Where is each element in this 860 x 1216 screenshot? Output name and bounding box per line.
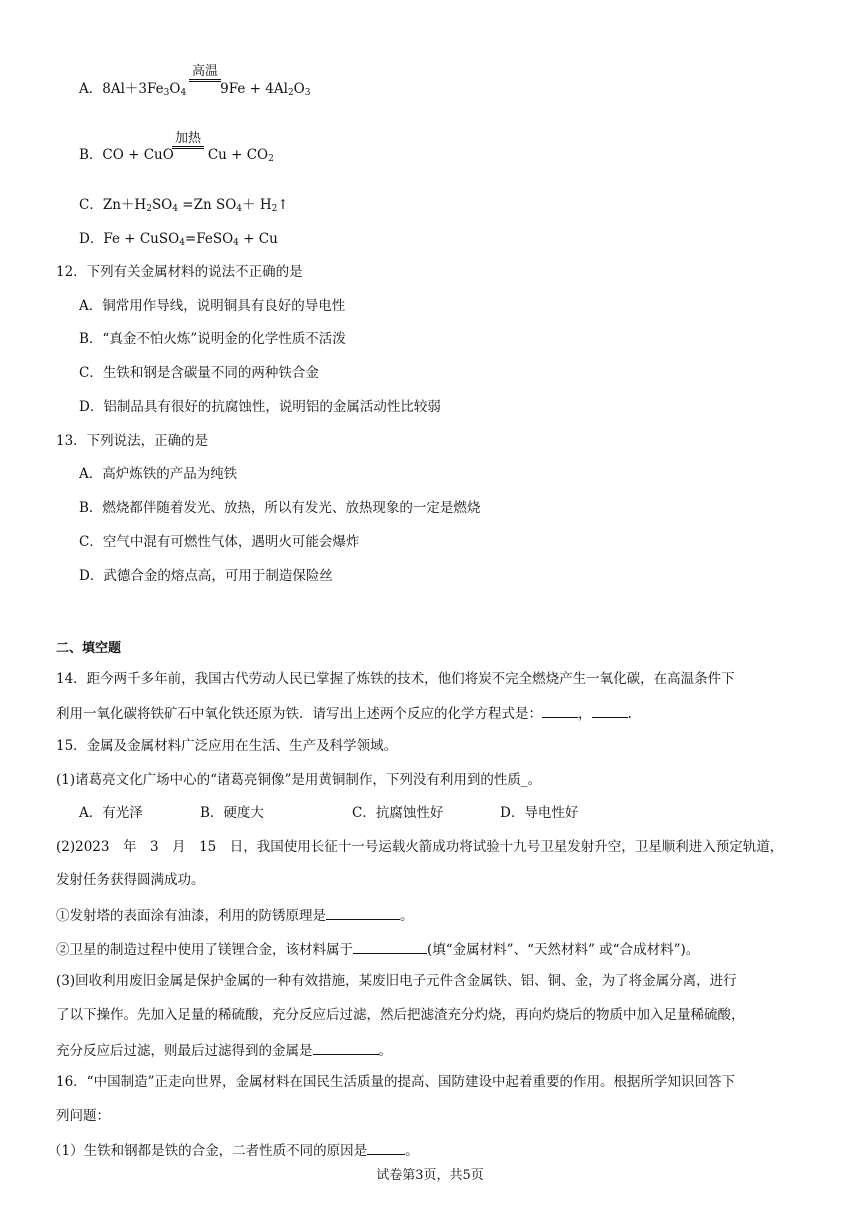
q13-option-c: C．空气中混有可燃性气体，遇明火可能会爆炸 — [79, 534, 360, 550]
q12-stem: 12．下列有关金属材料的说法不正确的是 — [56, 264, 303, 280]
page-footer: 试卷第3页，共5页 — [376, 1168, 484, 1183]
q15-part-3-line-3: 充分反应后过滤，则最后过滤得到的金属是 。 — [56, 1040, 392, 1060]
q16-part-1: （1）生铁和钢都是铁的合金，二者性质不同的原因是 。 — [48, 1140, 419, 1160]
q16-line-2: 列问题： — [56, 1108, 110, 1124]
q15-p1-option-b: B．硬度大 — [200, 805, 264, 821]
q13-option-d: D．武德合金的熔点高，可用于制造保险丝 — [79, 568, 333, 584]
q15-part-3-line-1: (3)回收利用废旧金属是保护金属的一种有效措施，某废旧电子元件含金属铁、铝、铜、金，为了将金属分离，进行 — [56, 973, 737, 989]
q11-option-c: C．$Zn+H_2SO_4 =Zn$ $SO_4+$ $H_2↑$ — [79, 197, 289, 214]
q15-part-2-line-1: (2)2023 年 3 月 15 日，我国使用长征十一号运载火箭成功将试验十九号卫星发射升空，卫星顺利进入预定轨道， — [56, 839, 784, 855]
q12-option-d: D．铝制品具有很好的抗腐蚀性，说明铝的金属活动性比较弱 — [79, 399, 441, 415]
q11-option-b: B．CO + CuO $Cu + CO_2$ — [79, 147, 274, 164]
answer-blank[interactable] — [313, 1040, 379, 1055]
q14-line-2: 利用一氧化碳将铁矿石中氧化铁还原为铁．请写出上述两个反应的化学方程式是： ， . — [56, 703, 632, 723]
q12-option-a: A．铜常用作导线，说明铜具有良好的导电性 — [79, 298, 346, 314]
answer-blank[interactable] — [353, 939, 427, 954]
q15-stem: 15．金属及金属材料广泛应用在生活、生产及科学领域。 — [56, 738, 398, 754]
q12-option-b: B．“真金不怕火炼”说明金的化学性质不活泼 — [79, 331, 346, 347]
answer-blank[interactable] — [326, 905, 400, 920]
answer-blank[interactable] — [592, 703, 628, 718]
q15-part-2-b: ②卫星的制造过程中使用了镁锂合金，该材料属于 (填“金属材料”、“天然材料” 或“合成材料”)。 — [56, 939, 699, 959]
q15-p1-option-d: D．导电性好 — [500, 805, 579, 821]
q15-part-2-line-2: 发射任务获得圆满成功。 — [56, 872, 205, 888]
q13-option-a: A．高炉炼铁的产品为纯铁 — [79, 466, 238, 482]
q15-part-1: (1)诸葛亮文化广场中心的“诸葛亮铜像”是用黄铜制作，下列没有利用到的性质_。 — [56, 772, 542, 788]
q15-part-3-line-2: 了以下操作。先加入足量的稀硫酸，充分反应后过滤，然后把滤渣充分灼烧，再向灼烧后的物质中加入足量稀硫酸， — [56, 1007, 745, 1023]
q12-option-c: C．生铁和钢是含碳量不同的两种铁合金 — [79, 365, 319, 381]
q15-part-2-a: ①发射塔的表面涂有油漆，利用的防锈原理是 。 — [56, 905, 414, 925]
reaction-condition-high-temp: 高温 — [189, 65, 221, 82]
q13-option-b: B．燃烧都伴随着发光、放热，所以有发光、放热现象的一定是燃烧 — [79, 500, 481, 516]
reaction-condition-heat: 加热 — [172, 132, 204, 149]
section-title-fill-in: 二、填空题 — [56, 641, 122, 656]
q16-line-1: 16．“中国制造”正走向世界，金属材料在国民生活质量的提高、国防建设中起着重要的作用。根据所学知识回答下 — [56, 1074, 735, 1090]
answer-blank[interactable] — [542, 703, 578, 718]
q11-option-d: D．Fe + CuSO$_4$=FeSO$_4$ + Cu — [79, 231, 278, 248]
q13-stem: 13．下列说法，正确的是 — [56, 433, 209, 449]
q15-p1-option-c: C．抗腐蚀性好 — [352, 805, 444, 821]
q14-line-1: 14．距今两千多年前，我国古代劳动人民已掌握了炼铁的技术，他们将炭不完全燃烧产生一氧化碳，在高温条件下 — [56, 671, 735, 687]
q11-option-a: A．$8Al+3Fe_3O_4$ $9Fe + 4Al_2O_3$ — [79, 81, 311, 98]
q15-p1-option-a: A．有光泽 — [79, 805, 143, 821]
answer-blank[interactable] — [367, 1140, 405, 1155]
